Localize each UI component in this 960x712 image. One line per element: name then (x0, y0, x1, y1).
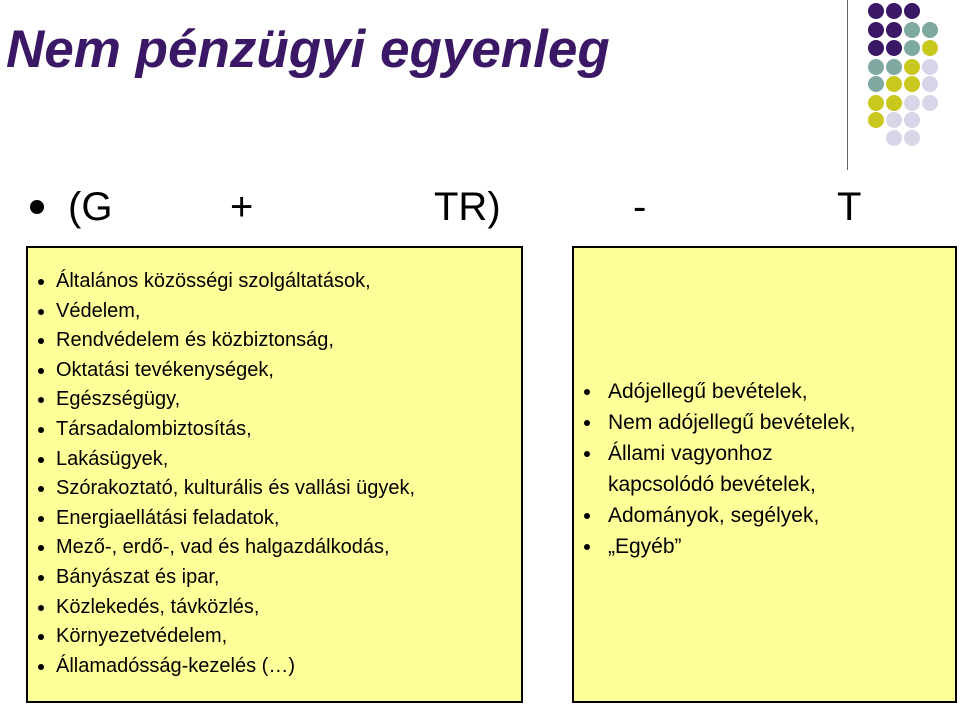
decorative-dot (868, 59, 884, 75)
formula-open: (G (68, 185, 113, 229)
formula-tr: TR) (434, 185, 501, 229)
list-item: Adójellegű bevételek, (580, 376, 955, 407)
list-item: Oktatási tevékenységek, (36, 356, 521, 386)
bullet-icon (30, 200, 44, 214)
decorative-dot (904, 112, 920, 128)
decorative-dot (868, 112, 884, 128)
decorative-dot (904, 40, 920, 56)
list-item: Bányászat és ipar, (36, 563, 521, 593)
list-item: Energiaellátási feladatok, (36, 504, 521, 534)
decorative-dot (868, 3, 884, 19)
expenditure-list (36, 267, 521, 681)
list-item: Általános közösségi szolgáltatások, (36, 267, 521, 297)
list-item: Társadalombiztosítás, (36, 415, 521, 445)
list-item: Adományok, segélyek, (580, 500, 955, 531)
decorative-dot (886, 40, 902, 56)
decorative-dot (886, 3, 902, 19)
list-item: Védelem, (36, 297, 521, 327)
list-item: Lakásügyek, (36, 445, 521, 475)
list-item: Közlekedés, távközlés, (36, 593, 521, 623)
formula-minus: - (633, 185, 647, 229)
list-item: Mező-, erdő-, vad és halgazdálkodás, (36, 533, 521, 563)
decorative-dot (868, 95, 884, 111)
decorative-dot (922, 95, 938, 111)
decorative-dot (904, 59, 920, 75)
revenue-list (580, 376, 955, 562)
list-item: Állami vagyonhoz (580, 438, 955, 469)
decorative-divider (847, 0, 848, 170)
decorative-dot (922, 59, 938, 75)
decorative-dot (886, 22, 902, 38)
list-item: Nem adójellegű bevételek, (580, 407, 955, 438)
list-item-continuation: kapcsolódó bevételek, (608, 473, 816, 496)
decorative-dot (886, 59, 902, 75)
decorative-dot (868, 22, 884, 38)
decorative-dot (922, 22, 938, 38)
list-item: Rendvédelem és közbiztonság, (36, 326, 521, 356)
decorative-dot (886, 112, 902, 128)
page-title: Nem pénzügyi egyenleg (6, 20, 610, 79)
formula-t: T (837, 185, 862, 229)
decorative-dot (904, 76, 920, 92)
list-item: Egészségügy, (36, 385, 521, 415)
list-item: „Egyéb” (580, 531, 955, 562)
list-item: Szórakoztató, kulturális és vallási ügyek, (36, 474, 521, 504)
decorative-dot (886, 95, 902, 111)
decorative-dot (904, 130, 920, 146)
decorative-dot (868, 40, 884, 56)
decorative-dot (904, 95, 920, 111)
list-item: Államadósság-kezelés (…) (36, 652, 521, 682)
list-item: Környezetvédelem, (36, 622, 521, 652)
decorative-dot (868, 76, 884, 92)
decorative-dot (922, 40, 938, 56)
formula-plus: + (230, 185, 254, 229)
decorative-dot (886, 130, 902, 146)
decorative-dot (904, 22, 920, 38)
decorative-dot (904, 3, 920, 19)
decorative-dot (922, 76, 938, 92)
decorative-dot (886, 76, 902, 92)
revenue-box (572, 246, 957, 703)
expenditure-box (26, 246, 523, 703)
